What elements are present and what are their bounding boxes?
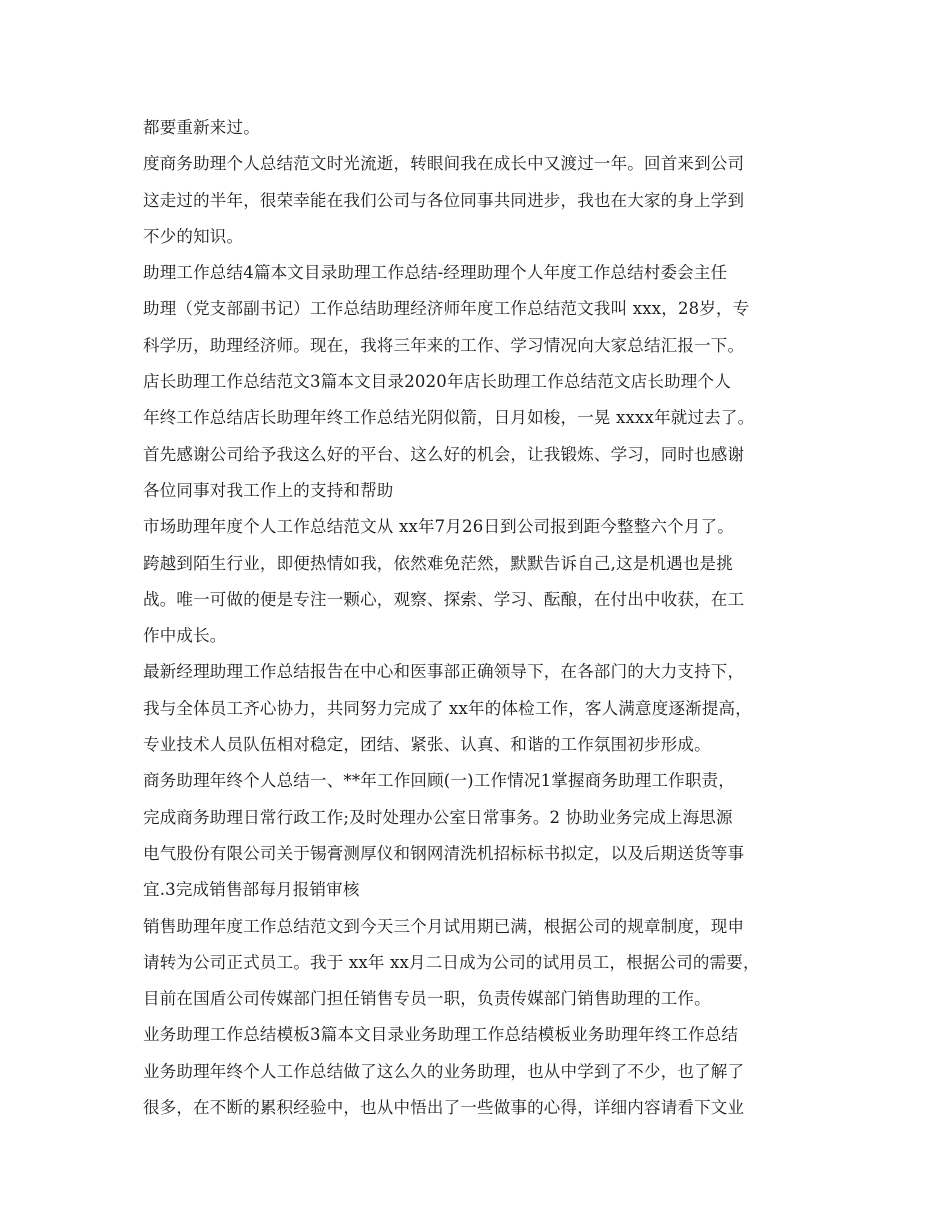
text-line: 请转为公司正式员工。我于 xx年 xx月二日成为公司的试用员工，根据公司的需要， [143,952,760,972]
text-line: 我与全体员工齐心协力，共同努力完成了 xx年的体检工作，客人满意度逐渐提高， [143,698,752,718]
text-line: 目前在国盾公司传媒部门担任销售专员一职，负责传媒部门销售助理的工作。 [143,989,711,1009]
text-line: 度商务助理个人总结范文时光流逝，转眼间我在成长中又渡过一年。回首来到公司 [143,154,745,174]
text-line: 销售助理年度工作总结范文到今天三个月试用期已满，根据公司的规章制度，现申 [143,916,745,936]
text-line: 最新经理助理工作总结报告在中心和医事部正确领导下，在各部门的大力支持下， [143,662,745,682]
text-line: 宜.3完成销售部每月报销审核 [143,880,360,900]
text-line: 首先感谢公司给予我这么好的平台、这么好的机会，让我锻炼、学习，同时也感谢 [143,444,745,464]
text-line: 跨越到陌生行业，即便热情如我，依然难免茫然，默默告诉自己,这是机遇也是挑 [143,553,733,573]
text-line: 助理工作总结4篇本文目录助理工作总结-经理助理个人年度工作总结村委会主任 [143,263,728,283]
text-line: 很多，在不断的累积经验中，也从中悟出了一些做事的心得，详细内容请看下文业 [143,1098,745,1118]
text-line: 不少的知识。 [143,226,244,246]
text-line: 各位同事对我工作上的支持和帮助 [143,480,394,500]
text-line: 业务助理工作总结模板3篇本文目录业务助理工作总结模板业务助理年终工作总结 [143,1025,739,1045]
text-line: 作中成长。 [143,626,227,646]
text-line: 店长助理工作总结范文3篇本文目录2020年店长助理工作总结范文店长助理个人 [143,372,731,392]
text-line: 都要重新来过。 [143,118,260,137]
text-line: 完成商务助理日常行政工作;及时处理办公室日常事务。2 协助业务完成上海思源 [143,807,733,827]
text-line: 业务助理年终个人工作总结做了这么久的业务助理，也从中学到了不少，也了解了 [143,1061,745,1081]
text-line: 科学历，助理经济师。现在，我将三年来的工作、学习情况向大家总结汇报一下。 [143,335,745,355]
text-line: 年终工作总结店长助理年终工作总结光阴似箭，日月如梭，一晃 xxxx年就过去了。 [143,408,755,428]
text-line: 市场助理年度个人工作总结范文从 xx年7月26日到公司报到距今整整六个月了。 [143,517,734,537]
text-line: 专业技术人员队伍相对稳定，团结、紧张、认真、和谐的工作氛围初步形成。 [143,735,711,755]
text-line: 商务助理年终个人总结一、**年工作回顾(一)工作情况1掌握商务助理工作职责， [143,771,735,791]
document-body [143,110,813,1126]
text-line: 电气股份有限公司关于锡膏测厚仪和钢网清洗机招标标书拟定，以及后期送货等事 [143,843,745,863]
text-line: 战。唯一可做的便是专注一颗心，观察、探索、学习、酝酿，在付出中收获，在工 [143,589,745,609]
text-line: 助理（党支部副书记）工作总结助理经济师年度工作总结范文我叫 xxx，28岁，专 [143,299,750,319]
text-line: 这走过的半年，很荣幸能在我们公司与各位同事共同进步，我也在大家的身上学到 [143,190,745,210]
